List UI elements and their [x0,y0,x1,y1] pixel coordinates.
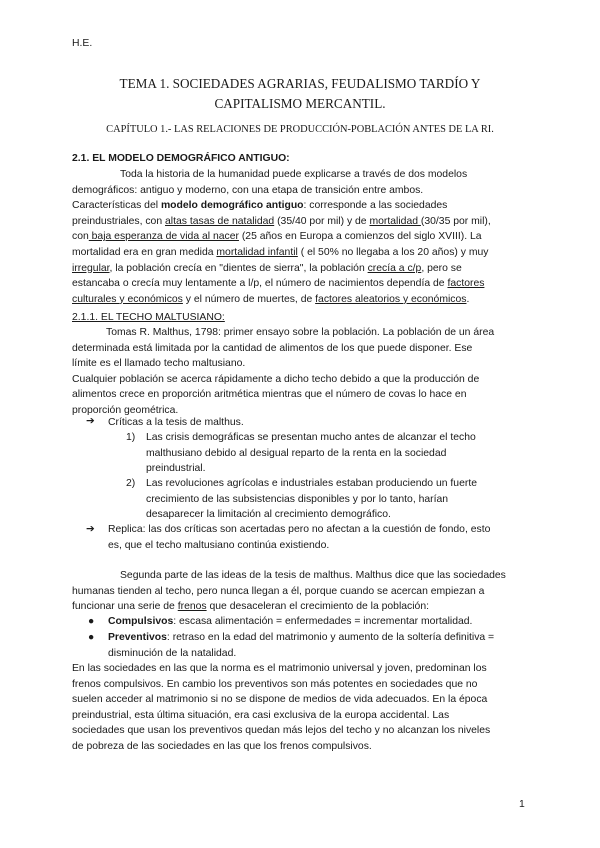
text-line: Cualquier población se acerca rápidamente a dicho techo debido a que la producción de [72,373,480,385]
header-initials: H.E. [72,38,93,49]
text-line: demográficos: antiguo y moderno, con una etapa de transición entre ambos. [72,184,424,196]
numbered-item-1: Las crisis demográficas se presentan mucho antes de alcanzar el techo malthusiano debido al desigual reparto de la renta en la sociedad preindustrial. [146,432,476,475]
text-line: límite es el llamado techo maltusiano. [72,358,246,370]
text-line: Toda la historia de la humanidad puede explicarse a través de dos modelos [120,169,468,180]
page-number: 1 [519,799,525,810]
chapter-heading: CAPÍTULO 1.- LAS RELACIONES DE PRODUCCIÓN-POBLACIÓN ANTES DE LA RI. [106,124,494,135]
arrow-item-replica: Replica: las dos críticas son acertadas pero no afectan a la cuestión de fondo, esto es, que el techo maltusiano continúa existiendo. [108,524,491,551]
bullet-dot-icon: ● [88,616,95,627]
section-2-1-body [72,167,542,307]
text-line: humanas tienden al techo, pero nunca llegan a él, porque cuando se acercan empiezan a [72,585,485,597]
text-line: con baja esperanza de vida al nacer (25 años en Europa a comienzos del siglo XVIII). La [72,231,482,243]
section-heading-2-1: 2.1. EL MODELO DEMOGRÁFICO ANTIGUO: [72,153,290,164]
list-number: 1) [126,432,136,443]
title-line-2: CAPITALISMO MERCANTIL. [214,96,386,111]
text-line: sociedades que usan los preventivos quedan más lejos del techo y no alcanzan los niveles [72,725,491,737]
bullet-item-compulsivos: Compulsivos: escasa alimentación = enfermedades = incrementar mortalidad. [108,616,473,627]
text-line: preindustrial, esta última situación, era casi exclusiva de la europa accidental. Las [72,709,450,721]
text-line: preindustriales, con altas tasas de natalidad (35/40 por mil) y de mortalidad (30/35 por mil), [72,215,491,227]
text-line: En las sociedades en las que la norma es el matrimonio universal y joven, predominan los [72,663,487,674]
section-2-1-1-body [72,325,542,419]
text-line: funcionar una serie de frenos que desaceleran el crecimiento de la población: [72,601,429,613]
text-line: proporción geométrica. [72,404,179,416]
text-line: frenos compulsivos. En cambio los preventivos son más potentes en sociedades que no [72,678,478,690]
text-line: de pobreza de las sociedades en las que los frenos compulsivos. [72,740,372,752]
text-line: irregular, la población crecía en "dientes de sierra", la población crecía a c/p, pero se [72,262,462,274]
title-line-1: TEMA 1. SOCIEDADES AGRARIAS, FEUDALISMO TARDÍO Y [119,76,481,91]
arrow-item-criticas: Críticas a la tesis de malthus. [108,417,244,428]
text-line: Características del modelo demográfico antiguo: corresponde a las sociedades [72,200,448,212]
text-line: culturales y económicos y el número de muertes, de factores aleatorios y económicos. [72,293,470,305]
paragraph-frenos [72,568,542,615]
text-line: estancaba o crecía muy lentamente a l/p, el número de nacimientos dependía de factores [72,278,485,290]
text-line: suelen acceder al matrimonio si no se dispone de medios de vida adecuados. En la época [72,694,488,706]
numbered-item-2: Las revoluciones agrícolas e industriales estaban produciendo un fuerte crecimiento de las subsistencias disponibles y por lo tanto, harían desaparecer la limitación al crecimiento demográfico. [146,478,477,521]
bullet-dot-icon: ● [88,632,95,643]
text-line: Segunda parte de las ideas de la tesis de malthus. Malthus dice que las sociedades [120,570,506,581]
arrow-bullet-icon: ➔ [86,416,95,427]
text-line: Tomas R. Malthus, 1798: primer ensayo sobre la población. La población de un área [106,327,495,338]
arrow-bullet-icon: ➔ [86,524,95,535]
document-title [0,74,600,114]
text-line: mortalidad era en gran medida mortalidad infantil ( el 50% no llegaba a los 20 años) y muy [72,246,489,258]
bullet-item-preventivos: Preventivos: retraso en la edad del matrimonio y aumento de la soltería definitiva = disminución de la natalidad. [108,632,495,659]
text-line: determinada está limitada por la cantidad de alimentos de los que puede disponer. Ese [72,342,473,354]
paragraph-sociedades [72,661,547,755]
list-number: 2) [126,478,136,489]
text-line: alimentos crece en proporción aritmética mientras que el número de covas lo hace en [72,389,467,401]
section-heading-2-1-1: 2.1.1. EL TECHO MALTUSIANO: [72,312,225,323]
